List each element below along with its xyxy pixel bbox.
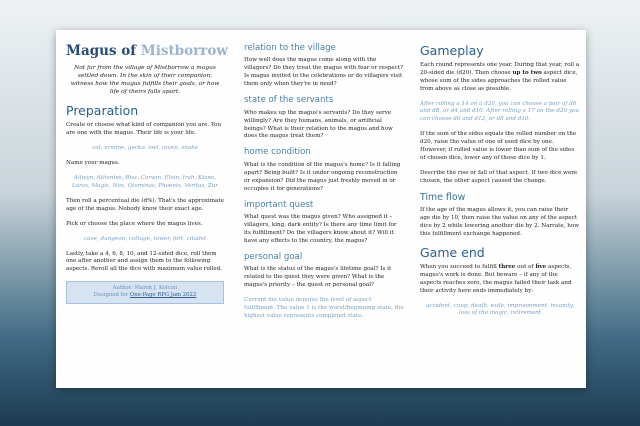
village-text: How well does the magus come along with the villagers? Do they treat the magus with fear or respect? Is magus invited to the celebrations or do villagers visit them only when they're in need? — [244, 57, 404, 88]
preparation-text-5: Lastly, take a 4, 6, 8, 10, and 12-sided dice, roll them one after another and assign them to the following aspects. Reroll all the dice with maximum value rolled. — [66, 250, 223, 273]
gameend-text: When you succeed to fulfill three out of five aspects, magus's work is done. But beware – if any of the aspects reaches zero, the magus failed their task and their activity here ends immediately by: — [420, 263, 572, 294]
home-heading: home condition — [244, 147, 311, 158]
column-right — [420, 42, 580, 325]
village-heading: relation to the village — [244, 43, 336, 53]
ending-list: accident, coup, death, exile, imprisonment, insanity, loss of the magic, retirement — [426, 302, 574, 317]
credits-box: Author: Marek J. Kolcun Designed for One-Page RPG Jam 2022 — [66, 281, 224, 303]
rules-page — [56, 30, 586, 388]
gameplay-example: After rolling a 14 on a d20, you can choose a pair of d6 and d8, or d4 and d10. After rolling a 17 on the d20 you can choose d6 and d12, or d8 and d10. — [420, 100, 579, 123]
place-list: cave, dungeon, cottage, tower, fort, citadel — [84, 235, 206, 242]
intro-text: Not far from the village of Mistborrow a magus settled down. In the skin of their companion, witness how the magus fulfills their goals, or how life of theirs falls apart. — [70, 64, 220, 96]
companion-list: cat, ermine, gecko, owl, raven, snake — [92, 145, 198, 152]
preparation-text-4: Pick or choose the place where the magus lives. — [66, 220, 203, 227]
column-left — [66, 43, 228, 304]
preparation-text-1: Create or choose what kind of companion you are. You are one with the magus. Their life is your life. — [66, 122, 222, 137]
name-list: Ailwyn, Athentes, Bisz, Corwin, Elvin, Irah, Kiano, Loras, Magic, Nox, Otominas, Phoenix, Veritas, Zur — [72, 174, 218, 189]
quest-heading: important quest — [244, 199, 314, 210]
servants-text: Who makes up the magus's servants? Do they serve willingly? Are they humans, animals, or artificial beings? What is their relation to the magus and how does the magus treat them? — [244, 109, 393, 140]
timeflow-text: If the age of the magus allows it, you can raise their age die by 10, then raise the value on any of the aspect dice by 2 while lowering another die by 2. Narrate, how this fulfillment exchange happened. — [420, 207, 579, 238]
preparation-text-3: Then roll a percentual die (d%). That's the approximate age of the magus. Nobody know their exact age. — [66, 197, 224, 212]
gameplay-heading: Gameplay — [420, 43, 484, 58]
goal-heading: personal goal — [244, 251, 303, 262]
timeflow-heading: Time flow — [420, 191, 466, 203]
gameplay-text-2: If the sum of the sides equals the rolled number on the d20, raise the value of one of used dice by one. However, if rolled value is lower than sum of the sides of chosen dice, lower any of those dice by 1. — [420, 131, 577, 162]
gameend-heading: Game end — [420, 245, 485, 261]
column-middle — [244, 42, 404, 328]
jam-link[interactable]: One-Page RPG Jam 2022 — [129, 292, 197, 299]
gameplay-text-1: Each round represents one year. During that year, roll a 20-sided die (d20). Then choose up to two aspect dice, whose sum of the sides approaches the rolled value from above as close as possible. — [420, 61, 580, 92]
page-title: Magus of Mistborrow — [66, 43, 228, 59]
quest-text: What quest was the magus given? Who assigned it – villagers, king, dark entity? Is there any time limit for its fulfillment? Do the villagers know about it? Will it have any effects to the country, the magus? — [244, 214, 397, 244]
aspect-note: Current die value denotes the level of aspect fulfillment. The value 1 is the worst/beginning state, the highest value represents completed state. — [244, 297, 404, 319]
home-text: What is the condition of the magus's home? Is it falling apart? Being built? Is it under ongoing reconstruction or expansion? Did the magus just freshly moved in or occupies it for generations? — [244, 161, 401, 192]
preparation-heading: Preparation — [66, 103, 139, 119]
goal-text: What is the status of the magus's lifetime goal? Is it related to the quest they were given? What is the magus's priority – the quest or personal goal? — [244, 266, 392, 289]
author-credit: Author: Marek J. Kolcun — [112, 285, 178, 292]
gameplay-text-3: Describe the rise or fall of that aspect. If two dice were chosen, the other aspect caused the change. — [420, 170, 578, 184]
servants-heading: state of the servants — [244, 95, 334, 106]
preparation-text-2: Name your magus. — [66, 159, 120, 166]
